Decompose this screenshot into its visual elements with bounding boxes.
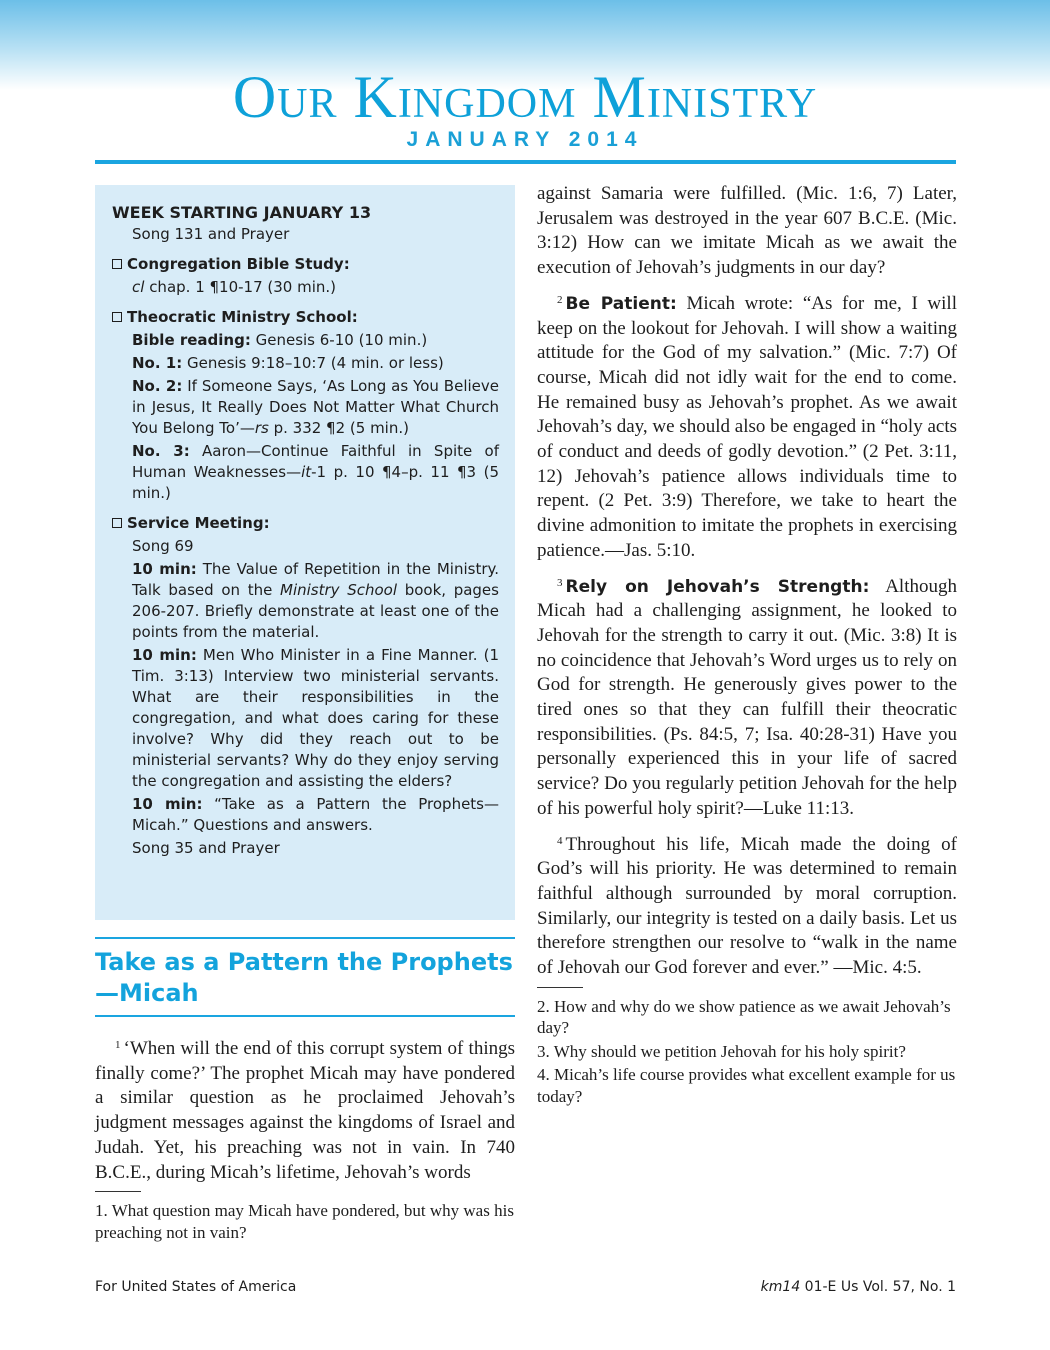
right-column (537, 182, 957, 1109)
question-2: 2. How and why do we show patience as we await Jehovah’s day? (537, 996, 951, 1038)
tms-section-heading: Theocratic Ministry School: (112, 307, 499, 328)
bible-reading: Bible reading: Genesis 6-10 (10 min.) (132, 331, 428, 349)
assignment-no2: No. 2: If Someone Says, ‘As Long as You Believe in Jesus, It Really Does Not Matter What Church You Belong To’—rs p. 332 ¶2 (5 min.) (132, 377, 499, 437)
paragraph-1-continued: against Samaria were fulfilled. (Mic. 1:6, 7) Later, Jerusalem was destroyed in the year 607 B.C.E. (Mic. 3:12) How can we imitate Micah as we await the execution of Jehovah’s judgments in our day? (537, 183, 957, 279)
paragraph-3: $^3$ Rely on Jehovah’s Strength: Although Micah had a challenging assignment, he looked to Jehovah for the strength to carry it out. (Mic. 3:8) It is no coincidence that Jehovah’s Word urges us to rely on God for strength. He generously gives power to the tired ones so that they can fulfill their theocratic responsibilities. (Ps. 84:5, 7; Isa. 40:28-31) Have you personally experienced this in your life of sacred service? Do you regularly petition Jehovah for the help of his powerful holy spirit?—Luke 11:13. (537, 575, 957, 819)
checkbox-icon (112, 518, 122, 528)
article-title: Take as a Pattern the Prophets —Micah (95, 948, 513, 1007)
question-1: 1. What question may Micah have pondered, but why was his preaching not in vain? (95, 1201, 514, 1242)
left-column (95, 185, 515, 1245)
footer-region: For United States of America (95, 1279, 297, 1295)
sm-part-1: 10 min: The Value of Repetition in the Ministry. Talk based on the Ministry School book, pages 206-207. Briefly demonstrate at least one of the points from the material. (132, 560, 499, 641)
sm-song: Song 69 (132, 537, 194, 555)
meeting-schedule-box (95, 185, 515, 920)
footer-edition: km14 01-E Us Vol. 57, No. 1 (760, 1279, 956, 1295)
paragraph-1: $^1$ ‘When will the end of this corrupt system of things finally come?’ The prophet Micah may have pondered a similar question as he proclaimed Jehovah’s judgment messages against the kingdoms of Israel and Judah. Yet, his preaching was not in vain. In 740 B.C.E., during Micah’s lifetime, Jehovah’s words (95, 1038, 515, 1183)
article-top-rule (95, 937, 515, 939)
assignment-no1: No. 1: Genesis 9:18–10:7 (4 min. or less) (132, 354, 444, 372)
cbs-assignment: cl chap. 1 ¶10-17 (30 min.) (132, 278, 337, 296)
question-divider (537, 987, 583, 988)
sm-part-3: 10 min: “Take as a Pattern the Prophets—Micah.” Questions and answers. (132, 795, 499, 834)
question-divider (95, 1191, 141, 1192)
sm-part-2: 10 min: Men Who Minister in a Fine Manner. (1 Tim. 3:13) Interview two ministerial servants. What are their responsibilities in the congregation, and what does caring for these involve? Why did they reach out to be ministerial servants? Why do they enjoy serving the congregation and assisting the elders? (132, 646, 499, 790)
paragraph-2: $^2$ Be Patient: Micah wrote: “As for me, I will keep on the lookout for Jehovah. I will show a waiting attitude for the God of my salvation.” (Mic. 7:7) Of course, Micah did not idly wait for the end to come. He remained busy as Jehovah’s prophet. As we await Jehovah’s day, we should also be engaged in “holy acts of conduct and deeds of godly devotion.” (2 Pet. 3:11, 12) Jehovah’s patience allows individuals time to repent. (2 Pet. 3:9) Therefore, we take to heart the divine admonition to imitate the prophets in exercising patience.—Jas. 5:10. (537, 292, 957, 561)
cbs-section-heading: Congregation Bible Study: (112, 254, 499, 275)
week-heading: WEEK STARTING JANUARY 13 (112, 203, 372, 222)
question-4: 4. Micah’s life course provides what excellent example for us today? (537, 1065, 956, 1106)
masthead-divider (95, 160, 956, 164)
article-bottom-rule (95, 1015, 515, 1017)
paragraph-4: $^4$ Throughout his life, Micah made the doing of God’s will his priority. He was determined to remain faithful although surrounded by moral corruption. Similarly, our integrity is tested on a daily basis. Let us therefore strengthen our resolve to “walk in the name of Jehovah our God forever and ever.” —Mic. 4:5. (537, 833, 957, 979)
checkbox-icon (112, 312, 122, 322)
opening-song: Song 131 and Prayer (132, 225, 290, 243)
sm-section-heading: Service Meeting: (112, 513, 499, 534)
publication-title: Our Kingdom Ministry (232, 64, 818, 130)
question-3: 3. Why should we petition Jehovah for his holy spirit? (537, 1041, 906, 1061)
assignment-no3: No. 3: Aaron—Continue Faithful in Spite of Human Weaknesses—it-1 p. 10 ¶4–p. 11 ¶3 (5 min.) (132, 442, 499, 502)
checkbox-icon (112, 259, 122, 269)
closing-song: Song 35 and Prayer (132, 839, 280, 857)
issue-date: JANUARY 2014 (406, 128, 644, 151)
